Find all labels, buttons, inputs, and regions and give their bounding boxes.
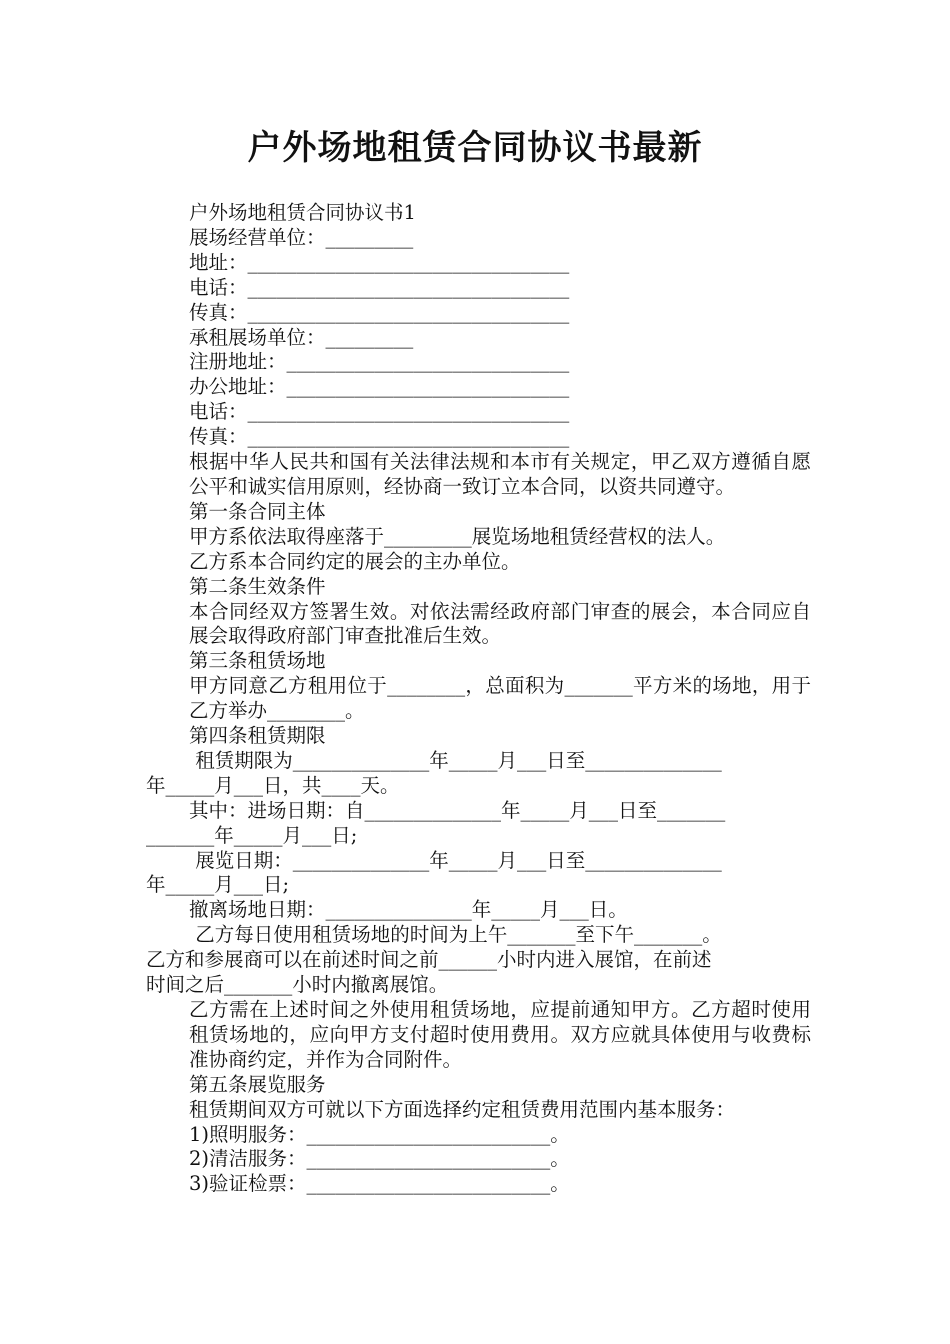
field-registered-address: 注册地址：_____________________________ (189, 350, 570, 374)
article-2-heading: 第二条生效条件 (189, 574, 326, 598)
preamble-paragraph: 根据中华人民共和国有关法律法规和本市有关规定，甲乙双方遵循自愿公平和诚实信用原则，经协商一致订立本合同，以资共同遵守。 (189, 450, 811, 498)
article-3-paragraph: 甲方同意乙方租用位于________，总面积为_______平方米的场地，用于乙方举办________。 (189, 674, 811, 723)
document-title: 户外场地租赁合同协议书最新 (247, 128, 703, 168)
daily-hours-line-1: 乙方每日使用租赁场地的时间为上午_______至下午_______。 (189, 923, 722, 947)
exhibition-date-line-2: 年_____月___日; (146, 873, 290, 897)
move-in-date-line-1: 其中：进场日期：自______________年_____月___日至_______ (189, 798, 726, 822)
field-phone: 电话：_________________________________ (189, 275, 570, 299)
service-lighting: 1)照明服务：_________________________。 (189, 1122, 570, 1146)
article-5-heading: 第五条展览服务 (189, 1072, 326, 1096)
article-4-heading: 第四条租赁期限 (189, 724, 326, 748)
move-in-date-line-2: _______年_____月___日; (146, 823, 358, 847)
field-fax: 传真：_________________________________ (189, 300, 570, 324)
article-3-heading: 第三条租赁场地 (189, 649, 326, 673)
article-1-party-a: 甲方系依法取得座落于_________展览场地租赁经营权的法人。 (189, 524, 726, 548)
exhibition-date-line-1: 展览日期：______________年_____月___日至______________ (189, 848, 722, 872)
service-ticket-check: 3)验证检票：_________________________。 (189, 1172, 570, 1196)
lease-period-line-1: 租赁期限为______________年_____月___日至______________ (189, 748, 722, 772)
field-office-address: 办公地址：_____________________________ (189, 375, 570, 399)
field-lessee-unit: 承租展场单位：_________ (189, 325, 414, 349)
field-address: 地址：_________________________________ (189, 250, 570, 274)
overtime-paragraph: 乙方需在上述时间之外使用租赁场地，应提前通知甲方。乙方超时使用租赁场地的，应向甲方支付超时使用费用。双方应就具体使用与收费标准协商约定，并作为合同附件。 (189, 998, 811, 1071)
daily-hours-line-2: 乙方和参展商可以在前述时间之前______小时内进入展馆，在前述 (146, 948, 712, 972)
field-phone-2: 电话：_________________________________ (189, 400, 570, 424)
article-2-paragraph: 本合同经双方签署生效。对依法需经政府部门审查的展会，本合同应自展会取得政府部门审查批准后生效。 (189, 599, 811, 648)
document-body (146, 201, 811, 1197)
field-exhibition-operator: 展场经营单位：_________ (189, 225, 414, 249)
field-fax-2: 传真：_________________________________ (189, 425, 570, 449)
lease-period-line-2: 年_____月___日，共____天。 (146, 773, 400, 797)
service-cleaning: 2)清洁服务：_________________________。 (189, 1147, 570, 1171)
move-out-date-line: 撤离场地日期：_______________年_____月___日。 (189, 898, 628, 922)
article-5-intro: 租赁期间双方可就以下方面选择约定租赁费用范围内基本服务： (189, 1097, 736, 1121)
article-1-party-b: 乙方系本合同约定的展会的主办单位。 (189, 549, 521, 573)
article-1-heading: 第一条合同主体 (189, 499, 326, 523)
daily-hours-line-3: 时间之后_______小时内撤离展馆。 (146, 973, 449, 997)
subtitle: 户外场地租赁合同协议书1 (189, 201, 416, 224)
